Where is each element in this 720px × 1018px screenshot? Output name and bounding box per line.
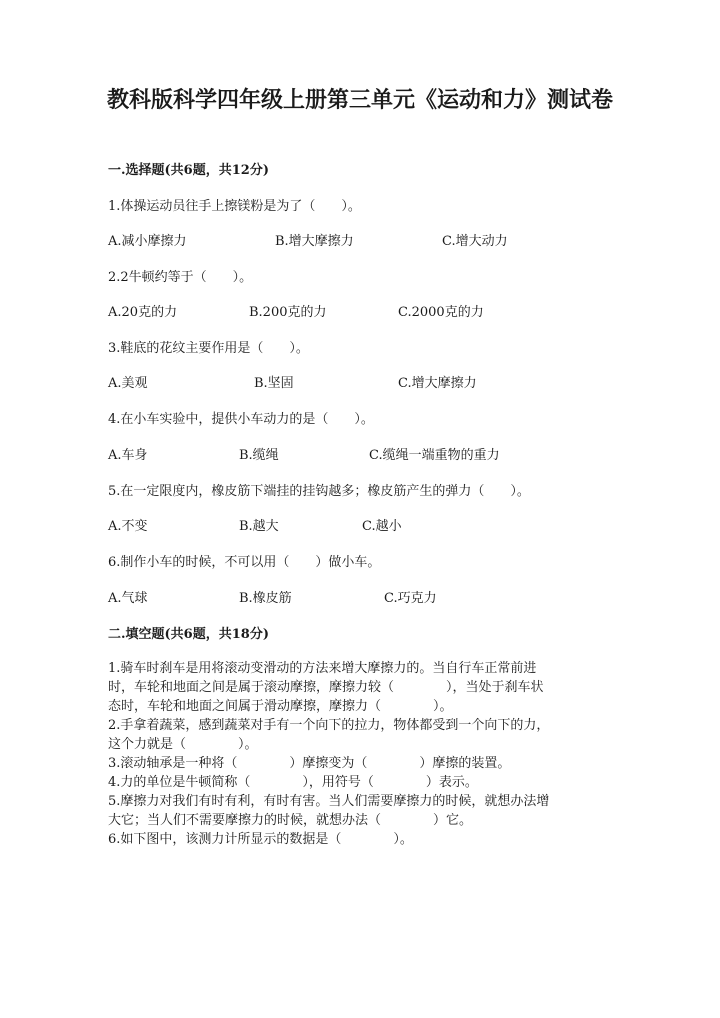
question-6-option-a: A.气球 — [108, 591, 148, 606]
question-2-option-b: B.200克的力 — [249, 305, 327, 320]
question-6-option-b: B.橡皮筋 — [239, 591, 292, 606]
fill-line: 态时，车轮和地面之间属于滑动摩擦，摩擦力（ ）。 — [108, 699, 453, 714]
fill-line: 时，车轮和地面之间是属于滚动摩擦，摩擦力较（ ），当处于刹车状 — [108, 680, 544, 695]
question-3-option-a: A.美观 — [108, 376, 148, 391]
fill-line: 大它；当人们不需要摩擦力的时候，就想办法（ ）它。 — [108, 813, 473, 828]
question-5: 5.在一定限度内，橡皮筋下端挂的挂钩越多；橡皮筋产生的弹力（ ）。 — [108, 484, 530, 499]
fill-line: 4.力的单位是牛顿简称（ ），用符号（ ）表示。 — [108, 775, 478, 790]
fill-line: 6.如下图中，该测力计所显示的数据是（ ）。 — [108, 832, 413, 847]
question-3-option-c: C.增大摩擦力 — [398, 376, 477, 391]
question-5-option-c: C.越小 — [362, 519, 402, 534]
question-5-option-b: B.越大 — [239, 519, 279, 534]
fill-line: 3.滚动轴承是一种将（ ）摩擦变为（ ）摩擦的装置。 — [108, 756, 511, 771]
question-6: 6.制作小车的时候，不可以用（ ）做小车。 — [108, 555, 381, 570]
question-1: 1.体操运动员往手上擦镁粉是为了（ ）。 — [108, 199, 361, 214]
page-title: 教科版科学四年级上册第三单元《运动和力》测试卷 — [106, 87, 613, 113]
question-1-option-a: A.减小摩擦力 — [108, 234, 187, 249]
question-4: 4.在小车实验中，提供小车动力的是（ ）。 — [108, 412, 374, 427]
section-heading-fill: 二.填空题(共6题，共18分) — [108, 627, 269, 642]
question-4-option-c: C.缆绳一端重物的重力 — [369, 448, 500, 463]
fill-line: 2.手拿着蔬菜，感到蔬菜对手有一个向下的拉力，物体都受到一个向下的力， — [108, 718, 550, 733]
section-heading-choice: 一.选择题(共6题，共12分) — [108, 163, 269, 178]
question-4-option-a: A.车身 — [108, 448, 148, 463]
question-1-option-c: C.增大动力 — [442, 234, 508, 249]
question-2-option-a: A.20克的力 — [108, 305, 178, 320]
fill-line: 5.摩擦力对我们有时有利，有时有害。当人们需要摩擦力的时候，就想办法增 — [108, 794, 550, 809]
question-2-option-c: C.2000克的力 — [398, 305, 484, 320]
fill-line: 这个力就是（ ）。 — [108, 737, 258, 752]
fill-line: 1.骑车时刹车是用将滚动变滑动的方法来增大摩擦力的。当自行车正常前进 — [108, 661, 537, 676]
question-3: 3.鞋底的花纹主要作用是（ ）。 — [108, 341, 309, 356]
question-6-option-c: C.巧克力 — [384, 591, 437, 606]
question-2: 2.2牛顿约等于（ ）。 — [108, 270, 253, 285]
question-4-option-b: B.缆绳 — [239, 448, 279, 463]
question-1-option-b: B.增大摩擦力 — [275, 234, 354, 249]
question-5-option-a: A.不变 — [108, 519, 148, 534]
question-3-option-b: B.坚固 — [254, 376, 294, 391]
